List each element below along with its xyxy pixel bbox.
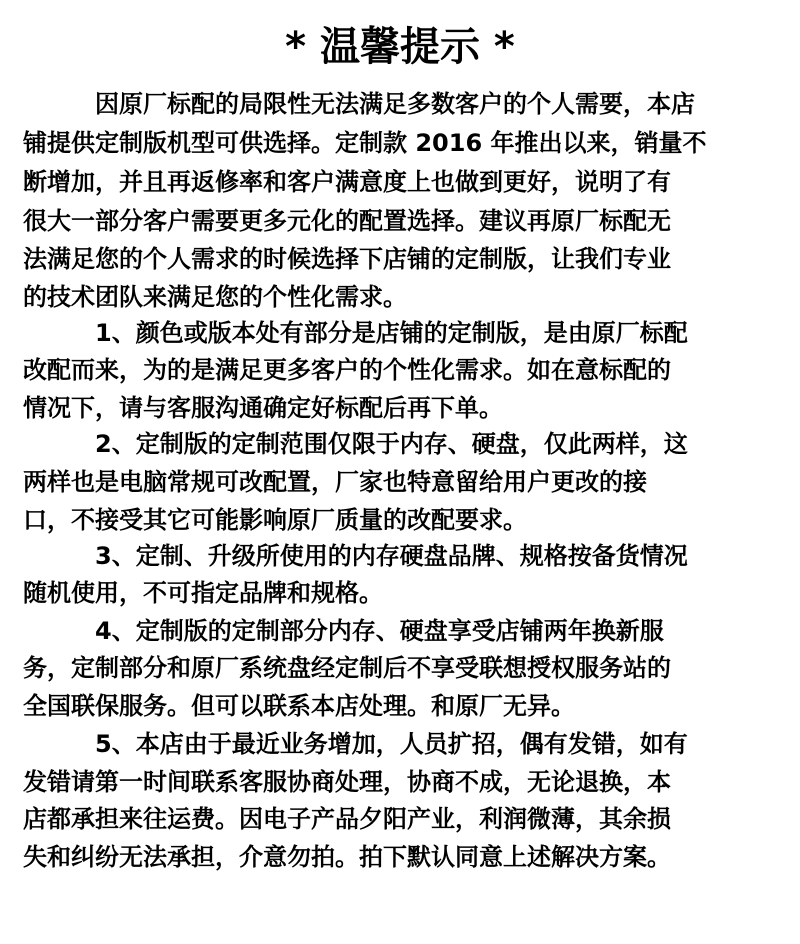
text-line: 改配而来，为的是满足更多客户的个性化需求。如在意标配的 bbox=[23, 356, 671, 384]
text-line: 铺提供定制版机型可供选择。定制款 2016 年推出以来，销量不 bbox=[23, 129, 707, 157]
text-line: 4、定制版的定制部分内存、硬盘享受店铺两年换新服 bbox=[95, 617, 664, 645]
text-line: 全国联保服务。但可以联系本店处理。和原厂无异。 bbox=[23, 692, 575, 720]
notice-title: * 温馨提示 * bbox=[285, 24, 515, 70]
text-line: 发错请第一时间联系客服协商处理，协商不成，无论退换，本 bbox=[23, 768, 671, 796]
text-line: 2、定制版的定制范围仅限于内存、硬盘，仅此两样，这 bbox=[95, 430, 688, 458]
text-line: 情况下，请与客服沟通确定好标配后再下单。 bbox=[23, 394, 503, 422]
text-line: 很大一部分客户需要更多元化的配置选择。建议再原厂标配无 bbox=[23, 207, 671, 235]
text-line: 因原厂标配的局限性无法满足多数客户的个人需要，本店 bbox=[95, 90, 695, 118]
text-line: 两样也是电脑常规可改配置，厂家也特意留给用户更改的接 bbox=[23, 468, 647, 496]
text-line: 口，不接受其它可能影响原厂质量的改配要求。 bbox=[23, 506, 527, 534]
text-line: 随机使用，不可指定品牌和规格。 bbox=[23, 579, 383, 607]
text-line: 1、颜色或版本处有部分是店铺的定制版，是由原厂标配 bbox=[95, 319, 688, 347]
text-line: 3、定制、升级所使用的内存硬盘品牌、规格按备货情况 bbox=[95, 542, 688, 570]
text-line: 的技术团队来满足您的个性化需求。 bbox=[23, 283, 407, 311]
text-line: 5、本店由于最近业务增加，人员扩招，偶有发错，如有 bbox=[95, 730, 688, 758]
text-line: 务，定制部分和原厂系统盘经定制后不享受联想授权服务站的 bbox=[23, 654, 671, 682]
text-line: 失和纠纷无法承担，介意勿拍。拍下默认同意上述解决方案。 bbox=[23, 843, 671, 871]
text-line: 法满足您的个人需求的时候选择下店铺的定制版，让我们专业 bbox=[23, 245, 671, 273]
text-line: 断增加，并且再返修率和客户满意度上也做到更好，说明了有 bbox=[23, 168, 671, 196]
text-line: 店都承担来往运费。因电子产品夕阳产业，利润微薄，其余损 bbox=[23, 805, 671, 833]
